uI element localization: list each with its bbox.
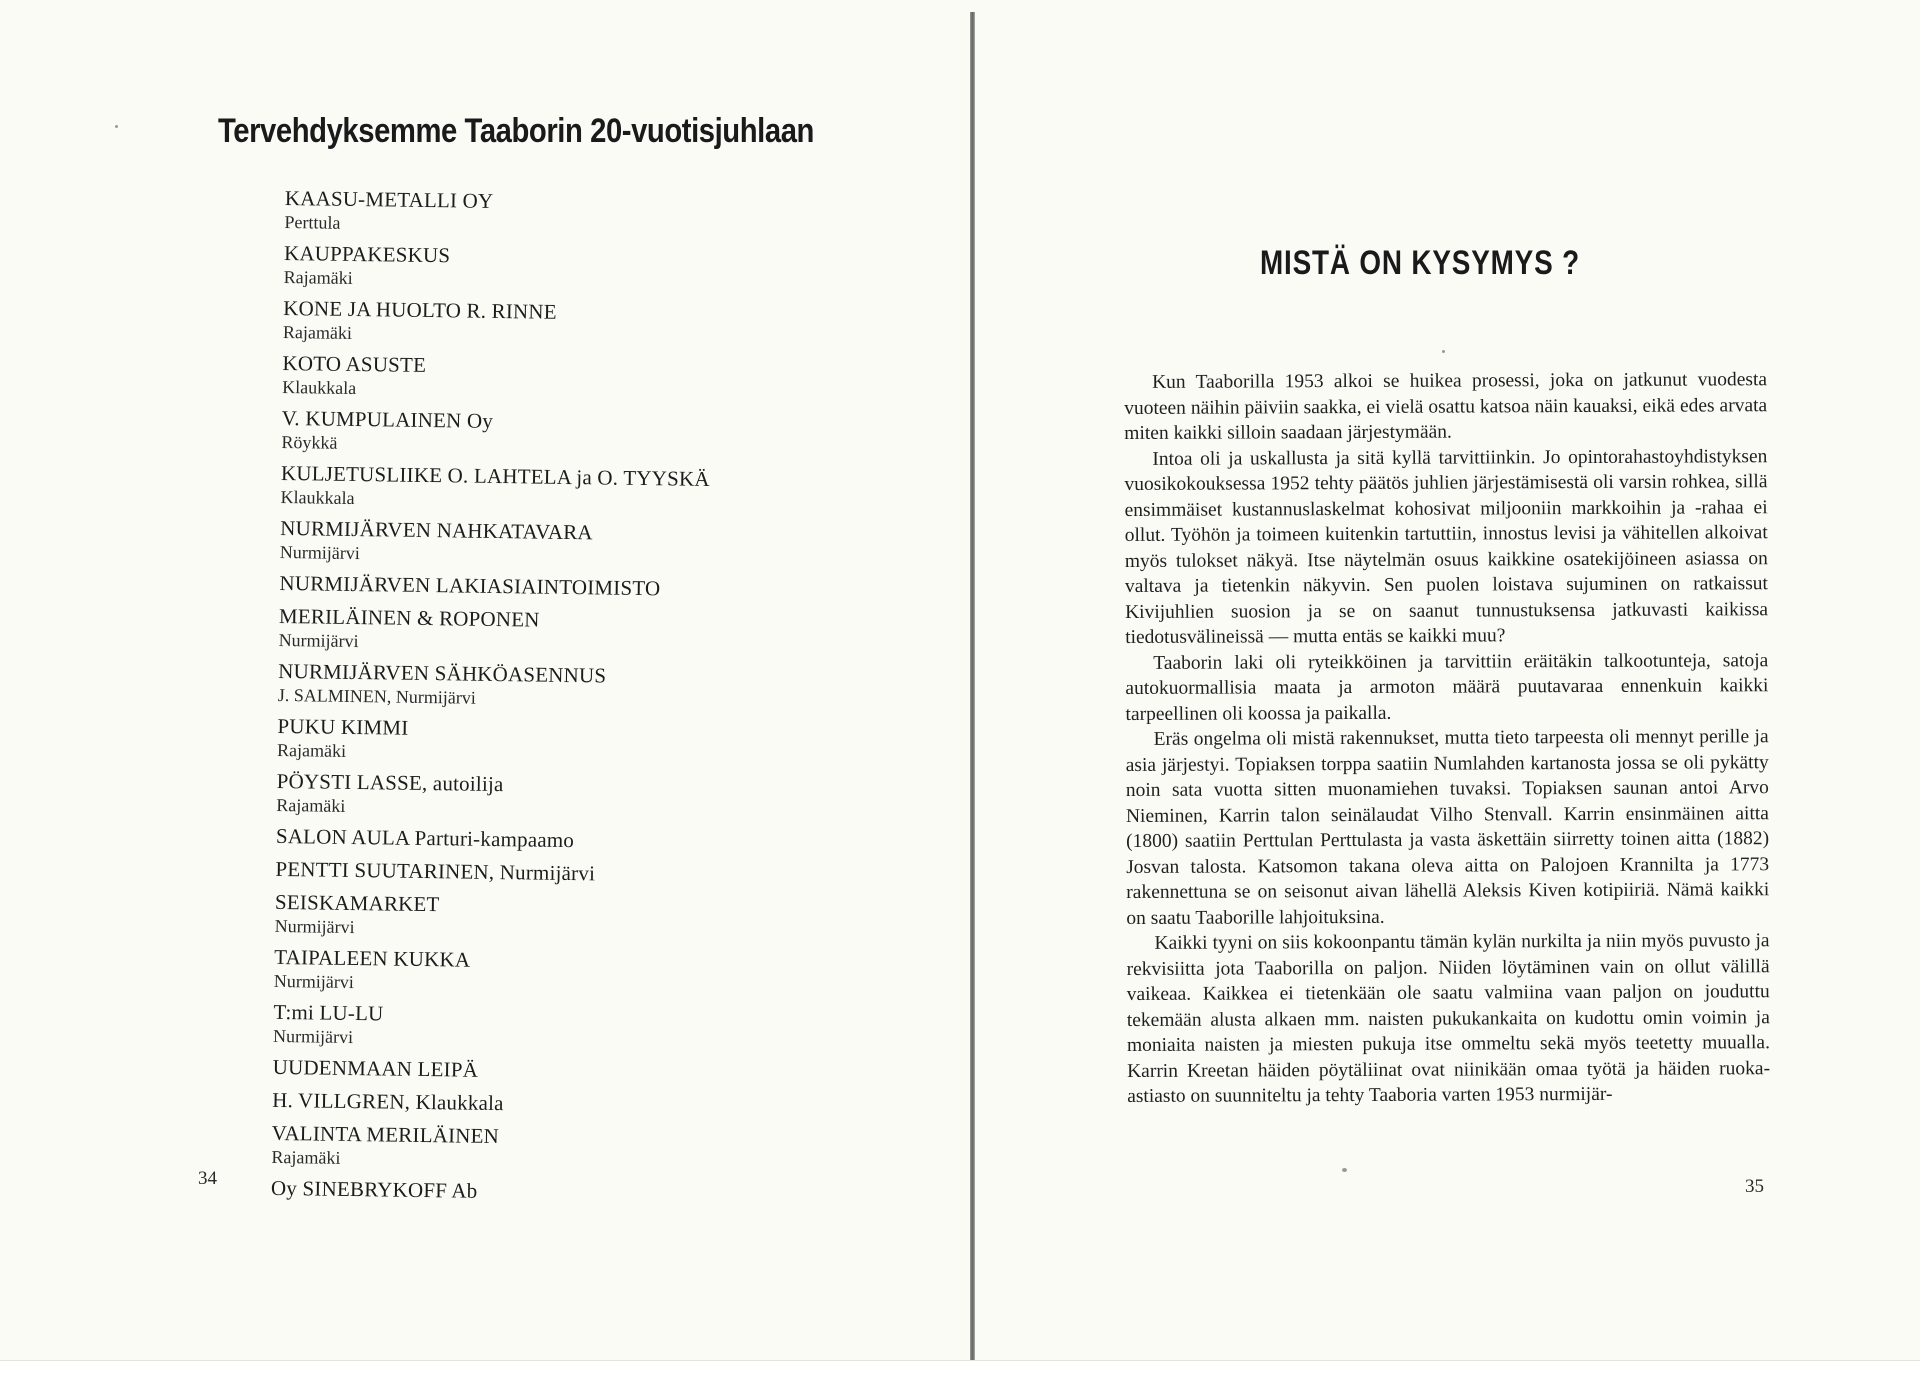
sponsor-entry — [272, 1087, 872, 1121]
sponsor-name: KAUPPAKESKUS — [283, 240, 451, 268]
page-number-right: 35 — [1745, 1176, 1764, 1197]
sponsor-entry — [275, 856, 875, 890]
sponsor-name: NURMIJÄRVEN SÄHKÖASENNUS — [278, 658, 607, 688]
sponsor-place: Klaukkala — [282, 376, 357, 399]
article-paragraph: Intoa oli ja uskallusta ja sitä kyllä tarvittiinkin. Jo opintorahastoyhdistyksen vuosikokouksessa 1952 tehty päätös juhlien järjestämisestä oli varsin rohkea, sillä ensimmäiset kustannuslaskelmat kohosivat miljooniin markkoihin ja -rahaa ei ollut. Työhön ja toimeen kuitenkin tartuttiin, innostus levisi ja vähitellen alkoivat myös tulokset näkyä. Itse näytelmän osuus kaikkine osatekijöineen asiassa on valtava ja tietenkin näkyvin. Sen puolen loistava sujuminen on ratkaissut Kivijuhlien suosion ja se on saanut tunnustuksensa jatkuvasti kaikissa tiedotusvälineissä — mutta entäs se kaikki muu? — [1124, 445, 1769, 648]
sponsor-entry — [274, 944, 875, 1000]
sponsor-entry — [284, 240, 885, 296]
sponsor-name: KONE JA HUOLTO R. RINNE — [283, 295, 557, 324]
sponsor-name: MERILÄINEN & ROPONEN — [278, 603, 540, 632]
sponsor-entry — [271, 1120, 872, 1176]
sponsor-name: TAIPALEEN KUKKA — [274, 944, 471, 972]
sponsor-place: Rajamäki — [282, 321, 353, 343]
sponsor-place: Nurmijärvi — [274, 915, 355, 938]
paper-speck — [115, 125, 118, 128]
sponsor-entry — [273, 999, 874, 1055]
sponsor-place: Rajamäki — [271, 1146, 341, 1168]
sponsor-entry — [271, 1175, 871, 1209]
sponsor-place: Nurmijärvi — [272, 1025, 354, 1048]
sponsor-place: Nurmijärvi — [279, 541, 360, 564]
sponsor-place: Rajamäki — [276, 794, 346, 816]
sponsor-name: PUKU KIMMI — [277, 713, 409, 740]
sponsor-name: Oy SINEBRYKOFF Ab — [270, 1175, 478, 1203]
sponsor-entry — [281, 405, 882, 461]
article-paragraph: Eräs ongelma oli mistä rakennukset, mutta tieto tarpeesta oli mennyt perille ja asia järjestyi. Topiaksen torppa saatiin Numlahden kartanosta jossa se oli pykätty noin sata vuotta sitten muonamiehen tuvaksi. Topiaksen saunan antoi Arvo Nieminen, Karrin talon seinälaudat Vilho Stenvall. Karrin ensinmäinen aitta (1800) saatiin Perttulan Perttulasta ja vasta äskettäin siirretty toinen aitta (1882) Josvan talosta. Katsomon takana oleva aitta on Palojoen Krannilta ja 1773 rakennettuna se on seisonut aivan lähellä Aleksis Kiven kotipiiriä. Nämä kaikki on saatu Taaborille lahjoituksina. — [1125, 726, 1770, 929]
sponsor-entry — [280, 515, 881, 571]
page-number-left: 34 — [198, 1168, 217, 1189]
sponsor-entry — [277, 713, 878, 769]
sponsor-name: PENTTI SUUTARINEN, Nurmijärvi — [275, 856, 596, 886]
sponsor-entry — [276, 823, 876, 857]
sponsor-name: KULJETUSLIIKE O. LAHTELA ja O. TYYSKÄ — [280, 460, 710, 491]
left-page — [0, 0, 972, 1360]
sponsor-place: Rajamäki — [276, 739, 347, 761]
scan-margin — [0, 1360, 1920, 1397]
article-paragraph: Kun Taaborilla 1953 alkoi se huikea prosessi, joka on jatkunut vuodesta vuoteen näihin päiviin saakka, ei vielä osattu katsoa näin kauaksi, eikä edes arvata miten kaikki silloin saadaan järjestymään. — [1124, 369, 1768, 444]
sponsor-entry — [284, 185, 885, 241]
sponsor-name: KAASU-METALLI OY — [284, 185, 494, 213]
sponsor-entry — [278, 658, 879, 714]
sponsor-name: NURMIJÄRVEN LAKIASIAINTOIMISTO — [279, 570, 661, 601]
sponsor-place: Rajamäki — [283, 266, 353, 288]
sponsor-name: T:mi LU-LU — [273, 999, 384, 1026]
sponsor-name: VALINTA MERILÄINEN — [271, 1120, 500, 1149]
article-heading: MISTÄ ON KYSYMYS ? — [1260, 244, 1580, 282]
sponsor-entry — [276, 768, 877, 824]
sponsor-name: UUDENMAAN LEIPÄ — [272, 1054, 479, 1082]
sponsor-place: Röykkä — [281, 431, 338, 453]
sponsor-name: KOTO ASUSTE — [282, 350, 427, 377]
sponsor-name: H. VILLGREN, Klaukkala — [272, 1087, 504, 1116]
paper-speck — [1442, 350, 1445, 353]
sponsor-name: NURMIJÄRVEN NAHKATAVARA — [280, 515, 593, 545]
sponsor-place: Nurmijärvi — [278, 629, 359, 652]
sponsor-place: Klaukkala — [280, 486, 355, 509]
article-paragraph: Kaikki tyyni on siis kokoonpantu tämän kylän nurkilta ja niin myös puvusto ja rekvisiitta jota Taaborilla on paljon. Niiden löytäminen vain on ollut välillä vaikeaa. Kaikkea ei tietenkään ole saatu valmiina vaan paljon on jouduttu tekemään alusta alkaen mm. naisten pukukankaita on kudottu omin voimin ja moniaita naisten ja miesten pukuja itse ommeltu sekä myös teetetty muualla. Karrin Kreetan häiden pöytäliinat ovat niinikään omaa työtä ja häiden ruoka-astiasto on suunniteltu ja tehty Taaboria varten 1953 nurmijär- — [1126, 930, 1771, 1107]
article-paragraph: Taaborin laki oli ryteikköinen ja tarvittiin eräitäkin talkootunteja, satoja autokuormallisia maata ja armoton määrä puutavaraa ennenkuin kaikki tarpeellinen oli koossa ja paikalla. — [1125, 649, 1769, 725]
sponsor-entry — [278, 603, 879, 659]
article-body — [1124, 367, 1770, 1109]
sponsor-name: V. KUMPULAINEN Oy — [281, 405, 494, 433]
greetings-heading: Tervehdyksemme Taaborin 20-vuotisjuhlaan — [218, 112, 814, 150]
sponsor-entry — [273, 1054, 873, 1088]
sponsor-name: PÖYSTI LASSE, autoilija — [276, 768, 504, 797]
sponsor-entry — [275, 889, 876, 945]
sponsor-place: Nurmijärvi — [273, 970, 355, 993]
sponsor-list — [271, 185, 885, 1216]
sponsor-place: J. SALMINEN, Nurmijärvi — [277, 684, 476, 708]
sponsor-name: SEISKAMARKET — [274, 889, 440, 917]
sponsor-entry — [279, 570, 879, 604]
sponsor-entry — [282, 350, 883, 406]
sponsor-place: Perttula — [284, 211, 341, 233]
sponsor-entry — [283, 295, 884, 351]
sponsor-name: SALON AULA Parturi-kampaamo — [275, 823, 575, 853]
sponsor-entry — [280, 460, 881, 516]
paper-speck — [1342, 1168, 1347, 1172]
